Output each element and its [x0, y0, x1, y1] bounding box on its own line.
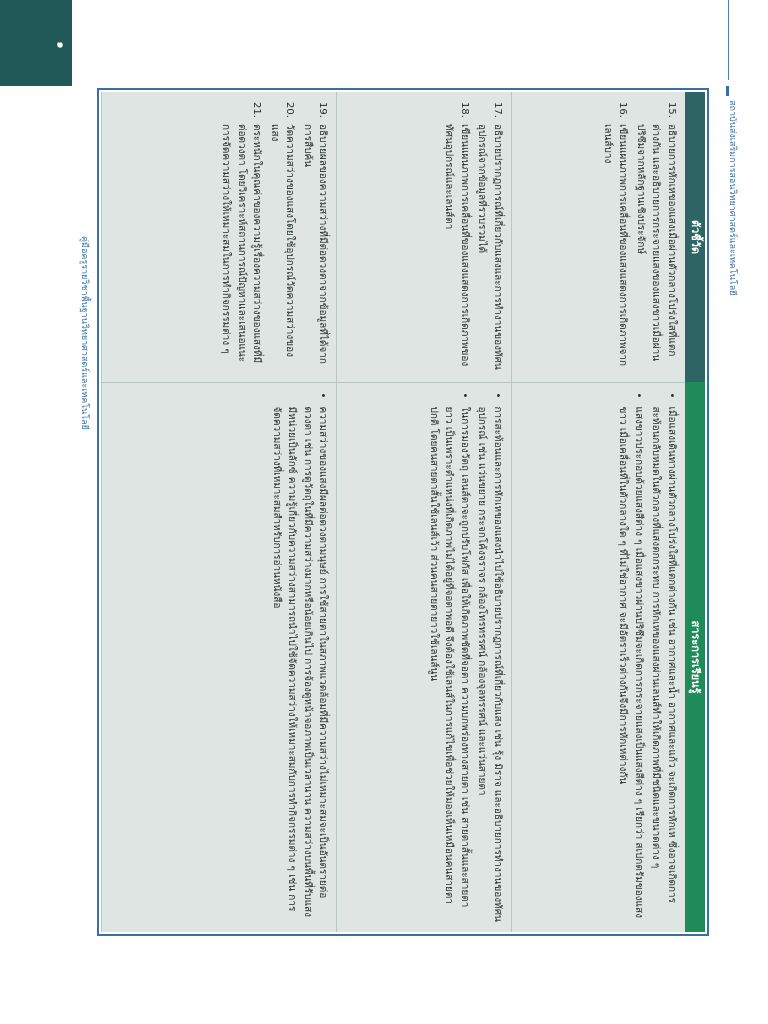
right-edge-rule	[728, 0, 729, 80]
indicator-text: อธิบายผลของความสว่างที่มีต่อดวงตาจากข้อมูลที่ได้จากการสืบค้น	[301, 124, 329, 364]
running-header: คู่มือครูรายวิชาพื้นฐานวิทยาศาสตร์และเทคโนโลยี	[79, 236, 89, 430]
indicator-number: 20.	[284, 102, 296, 118]
indicator-text: วัดความสว่างของแสงโดยใช้อุปกรณ์วัดความสว่างของแสง	[268, 124, 296, 358]
indicator-number: 17.	[491, 102, 503, 118]
indicator-item	[474, 102, 505, 372]
curriculum-table-rotated	[101, 92, 705, 932]
table-row	[337, 92, 511, 932]
indicator-cell	[337, 92, 511, 382]
subject-text: เมื่อแสงเดินทางผ่านตัวกลางโปร่งใสที่แตกต่างกัน เช่น อากาศและน้ำ อากาศและแก้ว จะเกิดการหักเห ซึ่งอาจเกิดการสะท้อนกลับหมดในตัวกลางที่แสงตกกระทบ การหักเหของแสงผ่านเลนส์ทำให้เกิดภาพที่มีชนิดและขนาดต่าง ๆ	[650, 406, 677, 904]
bullet-icon: •	[458, 392, 470, 399]
running-footer: สถาบันส่งเสริมการสอนวิทยาศาสตร์และเทคโนโลยี	[727, 100, 737, 296]
indicator-cell	[511, 92, 685, 382]
subject-cell	[511, 382, 685, 932]
subject-text: ในการมองวัตถุ เลนส์ตาจะถูกปรับโฟกัส เพื่อให้เกิดภาพชัดที่จอตา ความบกพร่องทางสายตา เช่น สายตาสั้นและสายตายาว เป็นเพราะตำแหน่งที่เกิดภาพไม่ได้อยู่ที่จอตาพอดี จึงต้องใช้เลนส์ในการแก้ไขเพื่อช่วยให้มองเห็นเหมือนคนสายตาปกติ โดยคนสายตาสั้นใช้เลนส์เว้า ส่วนคนสายตายาวใช้เลนส์นูน	[427, 406, 470, 908]
indicator-number: 21.	[251, 102, 263, 118]
table-row	[511, 92, 685, 932]
bullet-icon: •	[666, 392, 677, 399]
indicator-cell	[102, 92, 337, 382]
subject-text: แสงขาวประกอบด้วยแสงสีต่าง ๆ เมื่อแสงขาวผ่านปริซึมจะเกิดการกระจายแสงเป็นแสงสีต่าง ๆ เรียกว่า สเปกตรัมของแสงขาว เมื่อเคลื่อนที่ในตัวกลางใด ๆ ที่ไม่ใช่อากาศ จะมีอัตราเร็วต่างกันจึงมีการหักเหต่างกัน	[617, 406, 644, 918]
subject-text: การสะท้อนและการหักเหของแสงนำไปใช้อธิบายปรากฏการณ์ที่เกี่ยวกับแสง เช่น รุ้ง มิราจ และอธิบายการทำงานของทัศนอุปกรณ์ เช่น แว่นขยาย กระจกโค้งจราจร กล้องโทรทรรศน์ กล้องจุลทรรศน์ และแว่นสายตา	[476, 406, 503, 922]
bullet-icon: •	[633, 392, 644, 399]
subject-cell	[337, 382, 511, 932]
subject-item	[474, 393, 505, 923]
subject-cell	[102, 382, 337, 932]
header-subject: สาระการเรียนรู้	[685, 382, 705, 932]
bullet-icon: •	[317, 392, 329, 399]
indicator-item	[218, 102, 265, 372]
subject-item	[648, 393, 679, 923]
table-row	[102, 92, 337, 932]
indicator-item	[441, 102, 472, 372]
indicator-number: 15.	[666, 102, 677, 118]
indicator-text: อธิบายการหักเหของแสงเมื่อผ่านตัวกลางโปร่งใสที่แตกต่างกัน และอธิบายการกระจายแสงของแสงขาวเมื่อผ่านปริซึมจากหลักฐานเชิงประจักษ์	[635, 124, 677, 362]
indicator-text: ตระหนักในคุณค่าของความรู้เรื่องความสว่างของแสงที่มีต่อดวงตา โดยวิเคราะห์สถานการณ์ปัญหาและเสนอแนะการจัดความสว่างให้เหมาะสมในการทำกิจกรรมต่าง ๆ	[220, 124, 263, 364]
subject-item	[268, 393, 330, 923]
indicator-text: เขียนแผนภาพการเคลื่อนที่ของแสงแสดงการเกิดภาพจากเลนส์บาง	[602, 124, 629, 367]
indicator-item	[266, 102, 297, 372]
indicator-text: อธิบายปรากฏการณ์ที่เกี่ยวกับแสงและการทำงานของทัศนอุปกรณ์จากข้อมูลที่รวบรวมได้	[476, 124, 503, 370]
curriculum-table	[101, 92, 705, 932]
footer-marker	[726, 86, 729, 96]
subject-text: ความสว่างของแสงมีผลต่อดวงตามนุษย์ การใช้สายตาในสภาพแวดล้อมที่มีความสว่างไม่เหมาะสมจะเป็นอันตรายต่อดวงตา เช่น การดูวัตถุในที่มีความสว่างมากหรือน้อยเกินไป การจ้องดูหน้าจอภาพเป็นเวลานาน ความสว่างบนพื้นที่รับแสงมีหน่วยเป็นลักซ์ ความรู้เกี่ยวกับความสว่างสามารถนำไปใช้จัดความสว่างให้เหมาะสมกับการทำกิจกรรมต่าง ๆ เช่น การจัดความสว่างที่เหมาะสมสำหรับการอ่านหนังสือ	[270, 406, 329, 918]
indicator-text: เขียนแผนภาพการเคลื่อนที่ของแสงแสดงการเกิดภาพของทัศนอุปกรณ์และเลนส์ตา	[443, 124, 470, 367]
indicator-item	[600, 102, 631, 372]
indicator-number: 16.	[617, 102, 629, 118]
subject-item	[425, 393, 472, 923]
header-indicator: ตัวชี้วัด	[685, 92, 705, 382]
page-corner-block	[0, 0, 72, 86]
subject-item	[615, 393, 646, 923]
indicator-number: 18.	[458, 102, 470, 118]
indicator-number: 19.	[317, 102, 329, 118]
indicator-item	[633, 102, 680, 372]
bullet-icon: •	[491, 392, 503, 399]
page-number: ๑	[54, 41, 68, 49]
indicator-item	[299, 102, 330, 372]
